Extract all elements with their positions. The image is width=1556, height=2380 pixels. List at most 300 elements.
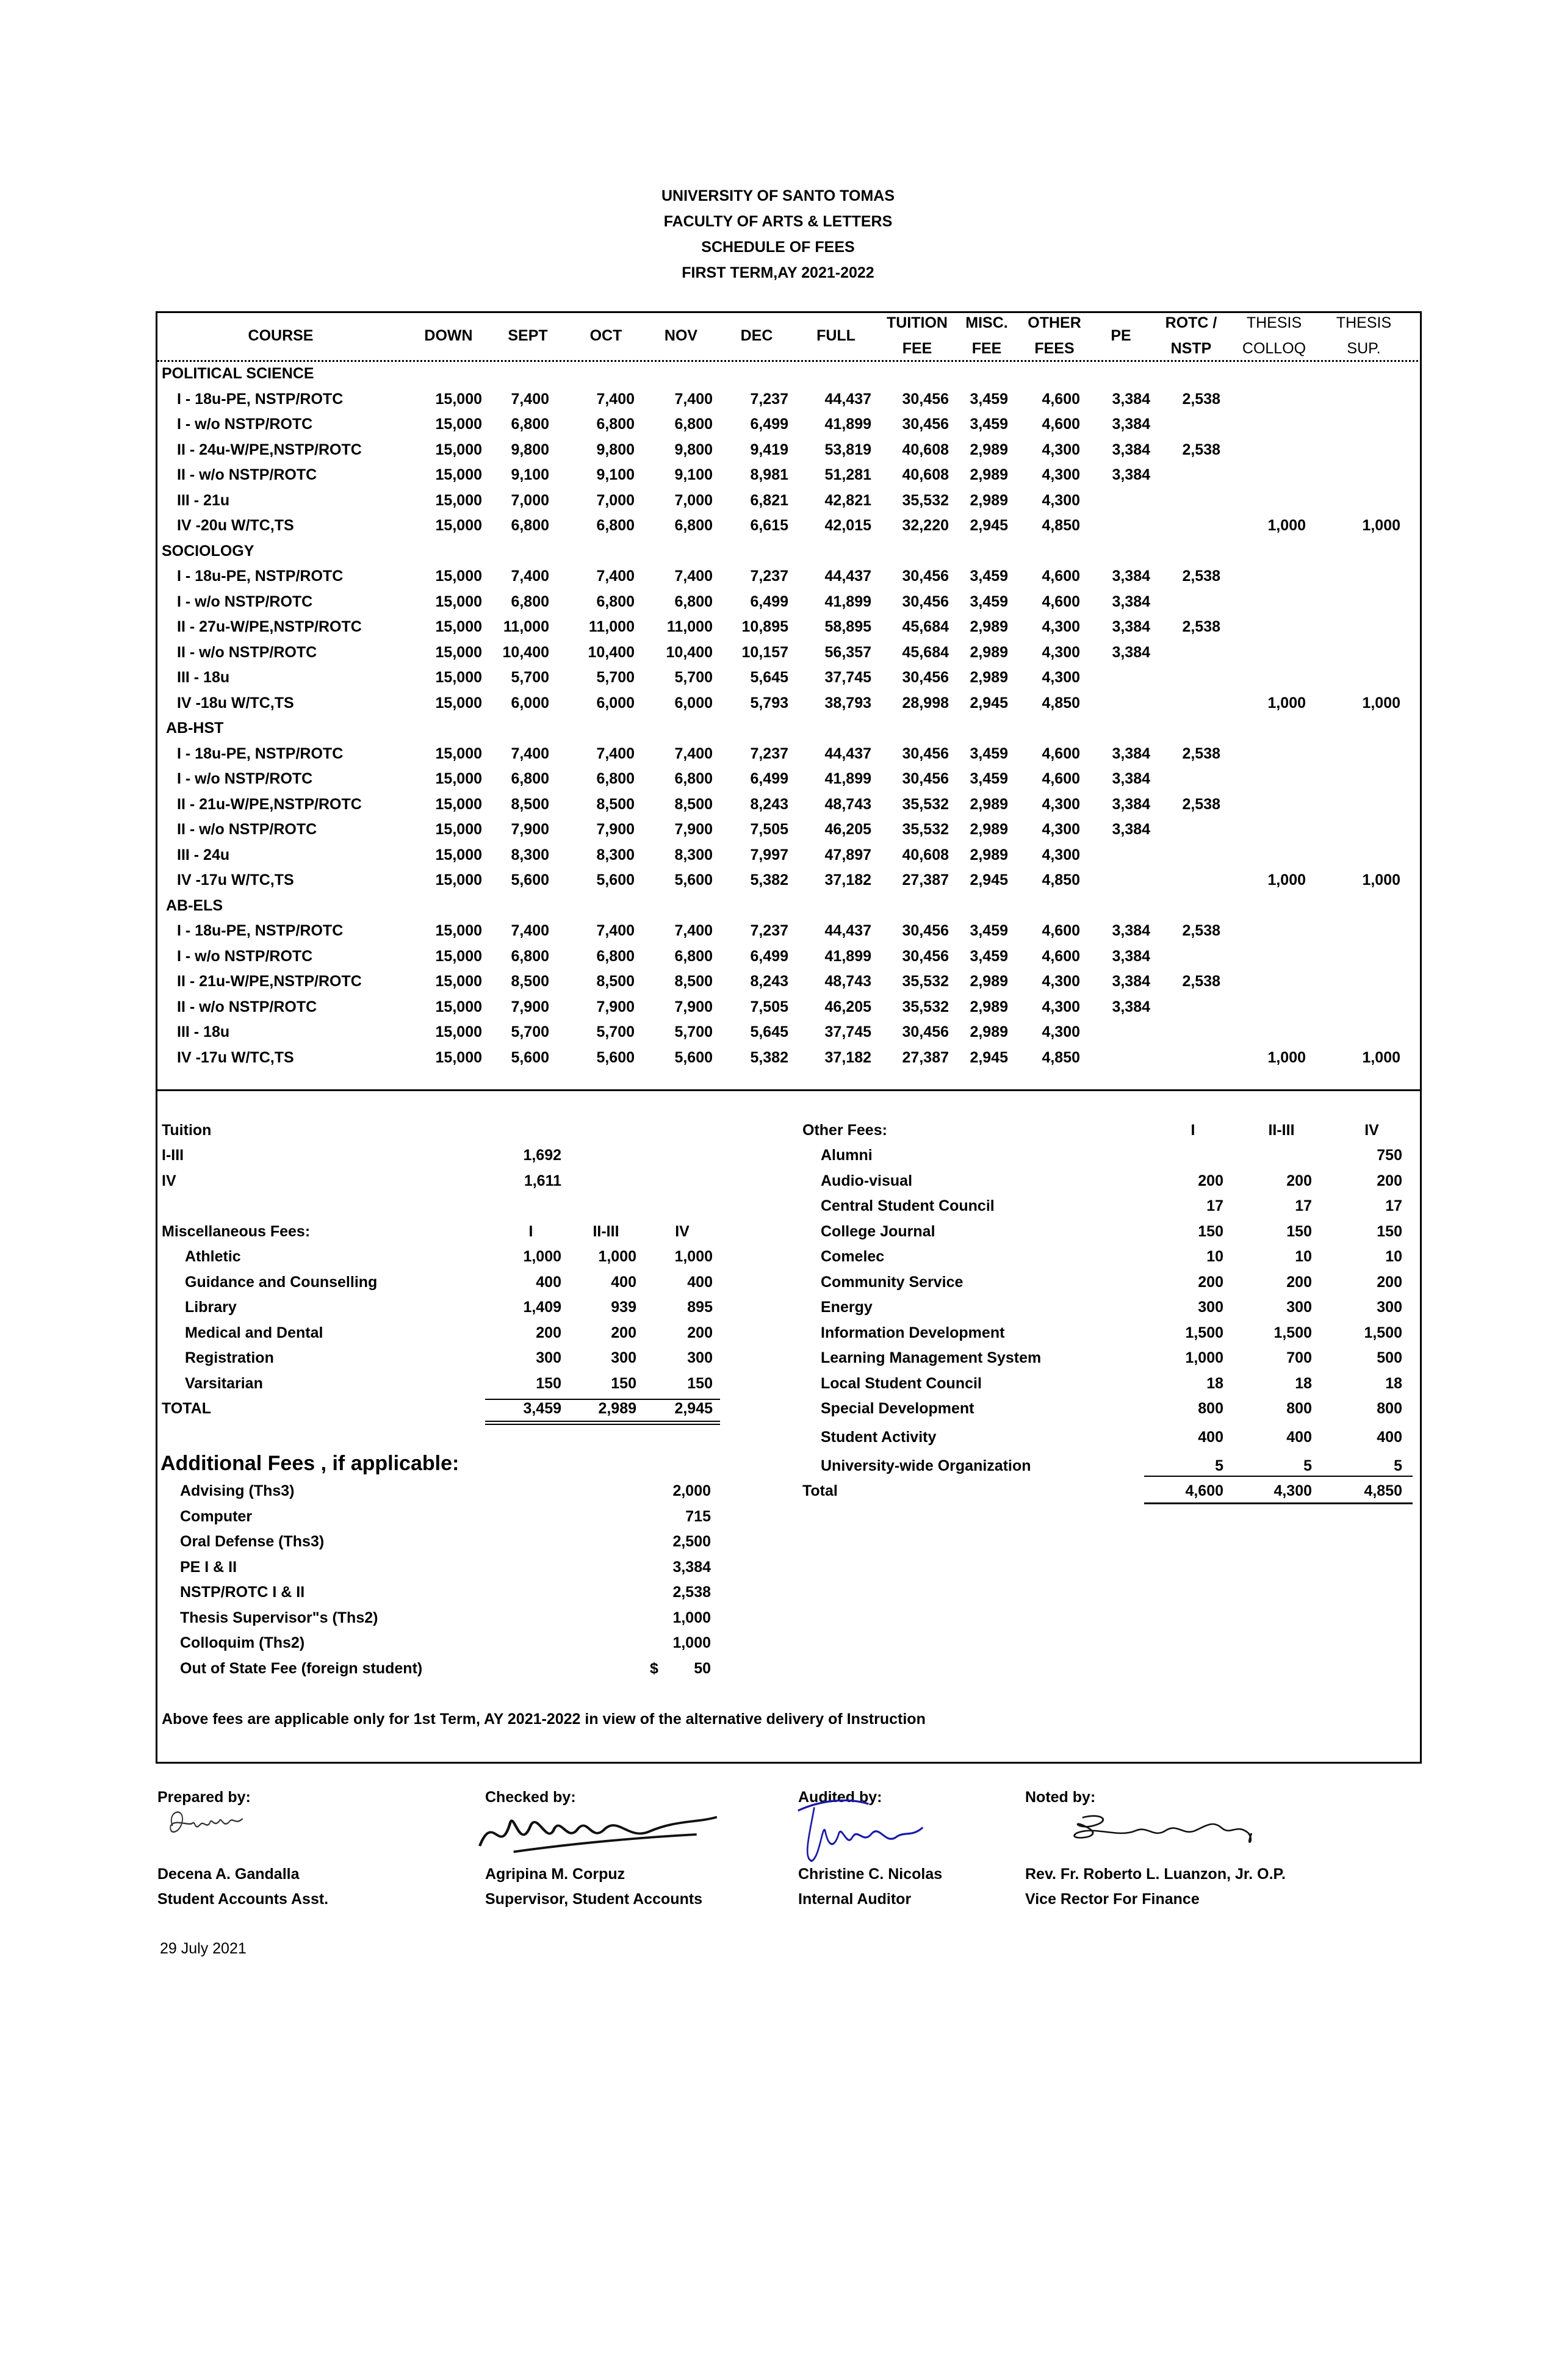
- fee-cell: 15,000: [435, 871, 482, 889]
- fee-cell: 40,608: [902, 466, 949, 483]
- other-fee-value: 400: [1198, 1429, 1223, 1446]
- fee-cell: 51,281: [824, 466, 871, 483]
- additional-fee-label: Oral Defense (Ths3): [180, 1533, 325, 1550]
- fee-cell: 1,000: [1362, 871, 1400, 889]
- other-fee-value: 200: [1286, 1172, 1312, 1189]
- fee-cell: 2,989: [970, 441, 1008, 458]
- other-total-value: 4,600: [1185, 1482, 1223, 1499]
- fee-cell: 41,899: [824, 593, 871, 610]
- fee-cell: 7,900: [596, 821, 635, 838]
- other-fee-label: Learning Management System: [821, 1349, 1042, 1366]
- fee-cell: 35,532: [902, 795, 949, 813]
- misc-value: 1,000: [598, 1248, 636, 1265]
- signatory-title: Internal Auditor: [798, 1891, 912, 1908]
- other-fee-value: 800: [1377, 1400, 1402, 1417]
- col-header-top: ROTC /: [1165, 314, 1217, 331]
- fee-cell: 6,615: [750, 517, 788, 534]
- col-header-bottom: FEES: [1034, 340, 1075, 357]
- fee-cell: 42,015: [824, 517, 871, 534]
- fee-cell: 56,357: [824, 643, 871, 661]
- handwritten-signature: [787, 1797, 982, 1864]
- fee-cell: 3,459: [970, 416, 1008, 433]
- col-header-bottom: NSTP: [1170, 340, 1212, 357]
- additional-fee-value: 2,500: [672, 1533, 711, 1550]
- fee-cell: 7,400: [596, 745, 635, 762]
- other-fee-value: 200: [1377, 1172, 1402, 1189]
- fee-cell: 2,989: [970, 1023, 1008, 1040]
- fee-cell: 3,384: [1112, 770, 1150, 787]
- other-fee-value: 1,000: [1185, 1349, 1223, 1366]
- fee-cell: 2,538: [1182, 618, 1220, 635]
- course-label: II - 27u-W/PE,NSTP/ROTC: [177, 618, 362, 635]
- misc-value: 300: [536, 1349, 561, 1366]
- fee-cell: 35,532: [902, 973, 949, 990]
- fee-cell: 9,100: [596, 466, 635, 483]
- course-label: IV -17u W/TC,TS: [177, 1048, 294, 1066]
- other-fee-value: 10: [1206, 1248, 1223, 1265]
- fee-cell: 4,600: [1042, 416, 1080, 433]
- col-header: DOWN: [424, 327, 473, 344]
- misc-heading: Miscellaneous Fees:: [162, 1223, 311, 1240]
- fee-cell: 5,700: [674, 669, 713, 686]
- fee-cell: 7,997: [750, 846, 788, 864]
- fee-cell: 2,989: [970, 821, 1008, 838]
- fee-cell: 15,000: [435, 416, 482, 433]
- fee-cell: 3,384: [1112, 643, 1150, 661]
- fee-cell: 6,000: [596, 694, 635, 712]
- course-label: II - w/o NSTP/ROTC: [177, 998, 317, 1015]
- other-fee-value: 400: [1286, 1429, 1312, 1446]
- fee-cell: 45,684: [902, 618, 949, 635]
- fee-cell: 3,384: [1112, 416, 1150, 433]
- table-bottom-rule: [156, 1089, 1422, 1091]
- fee-cell: 44,437: [824, 922, 871, 939]
- fee-cell: 6,800: [511, 593, 549, 610]
- title-faculty: FACULTY OF ARTS & LETTERS: [663, 213, 893, 230]
- course-label: III - 18u: [177, 669, 230, 686]
- other-fee-label: Community Service: [821, 1274, 963, 1291]
- col-header: FULL: [816, 327, 855, 344]
- other-fee-value: 150: [1198, 1223, 1223, 1240]
- fee-cell: 8,500: [596, 795, 635, 813]
- course-label: III - 18u: [177, 1023, 230, 1040]
- fee-cell: 44,437: [824, 745, 871, 762]
- fee-cell: 4,600: [1042, 947, 1080, 965]
- fee-cell: 3,459: [970, 947, 1008, 965]
- fee-cell: 5,645: [750, 669, 788, 686]
- course-label: II - 24u-W/PE,NSTP/ROTC: [177, 441, 362, 458]
- fee-cell: 15,000: [435, 593, 482, 610]
- fee-cell: 6,800: [511, 947, 549, 965]
- fee-cell: 6,800: [674, 593, 713, 610]
- fee-cell: 1,000: [1362, 694, 1400, 712]
- fee-cell: 1,000: [1267, 517, 1306, 534]
- course-label: II - w/o NSTP/ROTC: [177, 821, 317, 838]
- fee-cell: 3,384: [1112, 745, 1150, 762]
- fee-cell: 6,499: [750, 416, 788, 433]
- signatory-role: Prepared by:: [157, 1789, 251, 1806]
- col-header: SEPT: [508, 327, 548, 344]
- fee-cell: 8,300: [596, 846, 635, 864]
- other-fee-label: Special Development: [821, 1400, 974, 1417]
- other-fee-value: 1,500: [1273, 1324, 1312, 1341]
- fee-cell: 7,000: [596, 491, 635, 509]
- fee-cell: 15,000: [435, 922, 482, 939]
- tuition-heading: Tuition: [162, 1122, 212, 1139]
- other-fee-value: 200: [1377, 1274, 1402, 1291]
- other-fee-value: 18: [1206, 1375, 1223, 1392]
- tuition-level: I-III: [162, 1147, 184, 1164]
- col-header-top: TUITION: [887, 314, 948, 331]
- fee-cell: 2,989: [970, 669, 1008, 686]
- fee-cell: 7,000: [511, 491, 549, 509]
- misc-label: Athletic: [185, 1248, 241, 1265]
- misc-value: 150: [611, 1374, 636, 1392]
- fee-cell: 7,400: [511, 568, 549, 585]
- fee-cell: 7,400: [674, 568, 713, 585]
- fee-cell: 6,800: [511, 416, 549, 433]
- fee-cell: 5,645: [750, 1023, 788, 1040]
- signatory-name: Rev. Fr. Roberto L. Luanzon, Jr. O.P.: [1025, 1866, 1286, 1883]
- misc-total-rule-bottom: [485, 1421, 720, 1422]
- fee-cell: 15,000: [435, 1048, 482, 1066]
- fee-cell: 7,237: [750, 390, 788, 408]
- fee-cell: 4,300: [1042, 466, 1080, 483]
- other-col-header: I: [1190, 1122, 1195, 1139]
- fee-cell: 4,300: [1042, 643, 1080, 661]
- fee-cell: 48,743: [824, 973, 871, 990]
- misc-value: 1,000: [523, 1248, 561, 1265]
- fee-cell: 2,945: [970, 517, 1008, 534]
- misc-value: 1,000: [674, 1248, 713, 1265]
- fee-cell: 15,000: [435, 745, 482, 762]
- fee-cell: 2,538: [1182, 922, 1220, 939]
- fee-cell: 15,000: [435, 795, 482, 813]
- other-fee-label: Alumni: [821, 1147, 873, 1164]
- misc-value: 200: [687, 1324, 713, 1341]
- fee-cell: 1,000: [1362, 1048, 1400, 1066]
- fee-cell: 2,538: [1182, 390, 1220, 408]
- fee-cell: 37,745: [824, 1023, 871, 1040]
- fee-cell: 5,600: [596, 871, 635, 889]
- other-fee-value: 1,500: [1364, 1324, 1402, 1341]
- fee-cell: 15,000: [435, 568, 482, 585]
- fee-cell: 4,300: [1042, 491, 1080, 509]
- fee-cell: 4,850: [1042, 871, 1080, 889]
- fee-cell: 4,300: [1042, 795, 1080, 813]
- fee-cell: 7,400: [511, 745, 549, 762]
- fee-cell: 9,800: [674, 441, 713, 458]
- fee-cell: 7,400: [511, 922, 549, 939]
- fee-cell: 9,800: [596, 441, 635, 458]
- fee-cell: 1,000: [1267, 871, 1306, 889]
- fee-cell: 7,400: [511, 390, 549, 408]
- fee-cell: 4,600: [1042, 390, 1080, 408]
- misc-label: Library: [185, 1299, 237, 1316]
- other-fee-value: 400: [1377, 1429, 1402, 1446]
- applicability-note: Above fees are applicable only for 1st Term, AY 2021-2022 in view of the alternative delivery of Instruction: [162, 1711, 926, 1728]
- fee-cell: 3,384: [1112, 466, 1150, 483]
- other-col-header: IV: [1364, 1122, 1379, 1139]
- fee-cell: 2,989: [970, 795, 1008, 813]
- fee-cell: 7,400: [596, 922, 635, 939]
- fee-cell: 48,743: [824, 795, 871, 813]
- fee-cell: 8,500: [674, 795, 713, 813]
- course-label: IV -18u W/TC,TS: [177, 694, 294, 712]
- misc-value: 400: [611, 1273, 636, 1291]
- fee-cell: 7,900: [511, 821, 549, 838]
- fee-cell: 4,850: [1042, 694, 1080, 712]
- signatory-name: Decena A. Gandalla: [157, 1866, 300, 1883]
- course-label: II - w/o NSTP/ROTC: [177, 466, 317, 483]
- fee-cell: 4,300: [1042, 821, 1080, 838]
- fee-cell: 2,538: [1182, 745, 1220, 762]
- fee-cell: 3,384: [1112, 998, 1150, 1015]
- fee-cell: 7,900: [596, 998, 635, 1015]
- fee-cell: 30,456: [902, 770, 949, 787]
- fee-cell: 10,157: [741, 643, 788, 661]
- fee-cell: 32,220: [902, 517, 949, 534]
- additional-fees-heading: Additional Fees , if applicable:: [160, 1452, 459, 1475]
- other-fee-value: 10: [1385, 1248, 1402, 1265]
- fee-cell: 15,000: [435, 694, 482, 712]
- misc-value: 939: [611, 1299, 636, 1316]
- additional-fee-label: Colloquim (Ths2): [180, 1634, 305, 1651]
- fee-cell: 6,821: [750, 491, 788, 509]
- fee-cell: 4,300: [1042, 846, 1080, 864]
- fee-cell: 3,384: [1112, 821, 1150, 838]
- fee-cell: 6,800: [511, 517, 549, 534]
- misc-total-label: TOTAL: [162, 1400, 212, 1417]
- fee-cell: 6,800: [511, 770, 549, 787]
- col-header: NOV: [664, 327, 698, 344]
- document-date: 29 July 2021: [160, 1940, 247, 1957]
- fee-cell: 1,000: [1362, 517, 1400, 534]
- fee-cell: 30,456: [902, 669, 949, 686]
- fee-cell: 15,000: [435, 466, 482, 483]
- fee-cell: 30,456: [902, 947, 949, 965]
- fee-cell: 15,000: [435, 998, 482, 1015]
- fee-cell: 5,600: [674, 871, 713, 889]
- col-header-bottom: COLLOQ: [1242, 340, 1306, 357]
- fee-cell: 6,800: [596, 947, 635, 965]
- fee-cell: 30,456: [902, 593, 949, 610]
- fee-cell: 6,000: [674, 694, 713, 712]
- misc-value: 300: [687, 1349, 713, 1366]
- misc-label: Registration: [185, 1349, 274, 1366]
- fee-cell: 3,384: [1112, 618, 1150, 635]
- course-label: II - w/o NSTP/ROTC: [177, 643, 317, 661]
- fee-cell: 9,800: [511, 441, 549, 458]
- fee-cell: 3,384: [1112, 973, 1150, 990]
- fee-cell: 15,000: [435, 973, 482, 990]
- col-header-top: THESIS: [1336, 314, 1392, 331]
- fee-cell: 2,945: [970, 694, 1008, 712]
- additional-fee-value: 3,384: [672, 1558, 711, 1576]
- misc-value: 200: [536, 1324, 561, 1341]
- signatory-name: Agripina M. Corpuz: [485, 1866, 625, 1883]
- header-divider: [157, 360, 1422, 362]
- fee-cell: 41,899: [824, 947, 871, 965]
- other-fee-value: 700: [1286, 1349, 1312, 1366]
- other-fee-value: 500: [1377, 1349, 1402, 1366]
- other-fee-label: Comelec: [821, 1248, 885, 1265]
- fee-cell: 5,382: [750, 871, 788, 889]
- fee-cell: 7,900: [674, 821, 713, 838]
- fee-cell: 15,000: [435, 643, 482, 661]
- fee-cell: 5,700: [511, 669, 549, 686]
- fee-cell: 8,300: [674, 846, 713, 864]
- fee-cell: 5,600: [674, 1048, 713, 1066]
- fee-cell: 8,500: [674, 973, 713, 990]
- fee-cell: 2,989: [970, 618, 1008, 635]
- col-header-top: THESIS: [1246, 314, 1302, 331]
- course-label: I - 18u-PE, NSTP/ROTC: [177, 390, 344, 408]
- course-label: II - 21u-W/PE,NSTP/ROTC: [177, 973, 362, 990]
- fee-cell: 46,205: [824, 821, 871, 838]
- course-label: I - w/o NSTP/ROTC: [177, 947, 313, 965]
- fee-cell: 7,505: [750, 821, 788, 838]
- fee-cell: 15,000: [435, 669, 482, 686]
- fee-cell: 3,384: [1112, 390, 1150, 408]
- tuition-level: IV: [162, 1172, 176, 1189]
- signatory-title: Vice Rector For Finance: [1025, 1891, 1200, 1908]
- misc-label: Guidance and Counselling: [185, 1273, 378, 1291]
- col-header: PE: [1111, 327, 1131, 344]
- fee-cell: 2,538: [1182, 568, 1220, 585]
- fee-cell: 7,900: [511, 998, 549, 1015]
- col-header-top: OTHER: [1028, 314, 1081, 331]
- misc-total-rule-bottom2: [485, 1424, 720, 1425]
- additional-fee-value: 2,000: [672, 1482, 711, 1499]
- currency-symbol: $: [650, 1659, 658, 1677]
- other-total-rule-top: [1144, 1476, 1413, 1477]
- fee-cell: 3,459: [970, 745, 1008, 762]
- other-fee-value: 17: [1295, 1197, 1312, 1214]
- fee-cell: 15,000: [435, 846, 482, 864]
- fee-cell: 15,000: [435, 390, 482, 408]
- fee-cell: 35,532: [902, 998, 949, 1015]
- fee-cell: 6,800: [596, 416, 635, 433]
- misc-value: 1,409: [523, 1299, 561, 1316]
- fee-cell: 7,505: [750, 998, 788, 1015]
- fee-cell: 41,899: [824, 770, 871, 787]
- fee-cell: 5,700: [511, 1023, 549, 1040]
- fee-cell: 2,989: [970, 998, 1008, 1015]
- fee-cell: 4,850: [1042, 1048, 1080, 1066]
- fee-cell: 4,850: [1042, 517, 1080, 534]
- fee-cell: 6,499: [750, 770, 788, 787]
- misc-label: Medical and Dental: [185, 1324, 323, 1341]
- other-fee-value: 1,500: [1185, 1324, 1223, 1341]
- other-fee-label: University-wide Organization: [821, 1457, 1031, 1474]
- fee-cell: 4,300: [1042, 1023, 1080, 1040]
- program-heading: AB-ELS: [166, 896, 223, 914]
- fee-cell: 15,000: [435, 618, 482, 635]
- fee-cell: 53,819: [824, 441, 871, 458]
- fee-cell: 6,800: [674, 517, 713, 534]
- other-fee-label: College Journal: [821, 1223, 935, 1240]
- additional-fee-label: NSTP/ROTC I & II: [180, 1584, 305, 1601]
- fee-cell: 15,000: [435, 491, 482, 509]
- fee-cell: 30,456: [902, 568, 949, 585]
- misc-value: 400: [687, 1273, 713, 1291]
- fee-cell: 8,500: [511, 795, 549, 813]
- other-total-label: Total: [802, 1482, 838, 1499]
- other-fee-value: 5: [1303, 1457, 1312, 1474]
- fee-cell: 1,000: [1267, 694, 1306, 712]
- fee-cell: 15,000: [435, 1023, 482, 1040]
- fee-cell: 15,000: [435, 517, 482, 534]
- fee-cell: 15,000: [435, 821, 482, 838]
- additional-fee-value: 715: [685, 1507, 711, 1525]
- signatory-name: Christine C. Nicolas: [798, 1866, 943, 1883]
- fee-cell: 8,500: [596, 973, 635, 990]
- other-fee-value: 5: [1394, 1457, 1402, 1474]
- additional-fee-value: 2,538: [672, 1584, 711, 1601]
- fee-cell: 35,532: [902, 821, 949, 838]
- col-header-bottom: SUP.: [1347, 340, 1381, 357]
- fee-cell: 47,897: [824, 846, 871, 864]
- other-fee-label: Student Activity: [821, 1429, 937, 1446]
- program-heading: SOCIOLOGY: [162, 542, 254, 560]
- tuition-rate: 1,611: [524, 1172, 561, 1189]
- fee-cell: 2,989: [970, 973, 1008, 990]
- fee-cell: 30,456: [902, 1023, 949, 1040]
- fee-cell: 11,000: [588, 618, 635, 635]
- fee-cell: 15,000: [435, 770, 482, 787]
- fee-cell: 2,989: [970, 466, 1008, 483]
- fee-cell: 6,800: [674, 770, 713, 787]
- fee-cell: 45,684: [902, 643, 949, 661]
- fee-cell: 7,237: [750, 922, 788, 939]
- other-fee-value: 300: [1286, 1299, 1312, 1316]
- fee-cell: 46,205: [824, 998, 871, 1015]
- misc-label: Varsitarian: [185, 1374, 263, 1392]
- fee-cell: 4,600: [1042, 745, 1080, 762]
- other-fee-label: Audio-visual: [821, 1172, 913, 1189]
- fee-cell: 7,400: [596, 390, 635, 408]
- fee-cell: 4,300: [1042, 973, 1080, 990]
- fee-cell: 6,800: [674, 416, 713, 433]
- fee-cell: 4,300: [1042, 669, 1080, 686]
- fee-cell: 2,538: [1182, 795, 1220, 813]
- fee-cell: 27,387: [902, 871, 949, 889]
- fee-cell: 44,437: [824, 390, 871, 408]
- other-fee-value: 18: [1385, 1375, 1402, 1392]
- fee-cell: 10,895: [741, 618, 788, 635]
- fee-cell: 3,459: [970, 593, 1008, 610]
- handwritten-signature: [473, 1811, 717, 1869]
- fee-cell: 10,400: [502, 643, 549, 661]
- other-fee-value: 300: [1377, 1299, 1402, 1316]
- tuition-rate: 1,692: [523, 1147, 561, 1164]
- fee-cell: 15,000: [435, 947, 482, 965]
- fee-cell: 30,456: [902, 745, 949, 762]
- col-header-bottom: FEE: [902, 340, 932, 357]
- fee-cell: 6,499: [750, 947, 788, 965]
- title-university: UNIVERSITY OF SANTO TOMAS: [661, 187, 895, 204]
- fee-cell: 41,899: [824, 416, 871, 433]
- fee-cell: 6,800: [596, 593, 635, 610]
- signatory-role: Audited by:: [798, 1789, 882, 1806]
- other-fee-value: 800: [1198, 1400, 1223, 1417]
- additional-fee-label: PE I & II: [180, 1558, 237, 1576]
- fee-cell: 6,800: [596, 770, 635, 787]
- signatory-role: Checked by:: [485, 1789, 576, 1806]
- other-fee-label: Central Student Council: [821, 1197, 995, 1214]
- handwritten-signature: [165, 1806, 305, 1855]
